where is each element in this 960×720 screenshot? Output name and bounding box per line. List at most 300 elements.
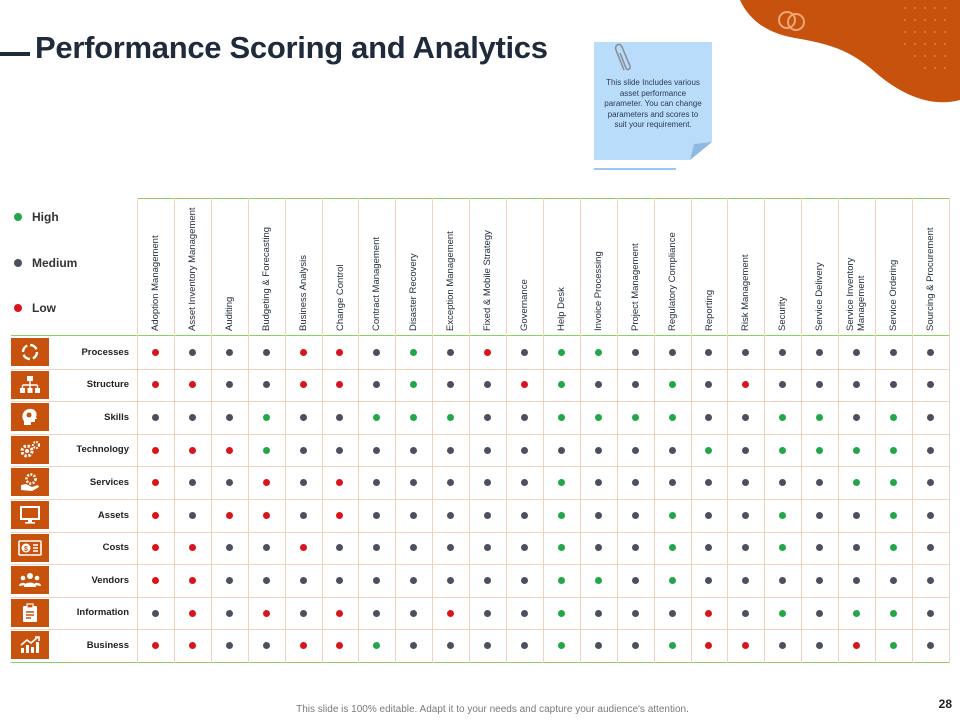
row-label: Technology [76, 444, 129, 456]
score-dot [816, 544, 823, 551]
score-dot [300, 610, 307, 617]
column-divider [211, 198, 212, 663]
row-label: Processes [81, 346, 129, 358]
score-dot [263, 512, 270, 519]
row-divider [11, 597, 949, 598]
score-dot [669, 349, 676, 356]
column-header: Change Control [334, 264, 345, 331]
score-dot [705, 544, 712, 551]
row-label: Assets [97, 509, 129, 521]
score-dot [669, 610, 676, 617]
score-dot [742, 447, 749, 454]
score-dot [410, 414, 417, 421]
score-dot [300, 642, 307, 649]
score-dot [779, 544, 786, 551]
score-dot [595, 349, 602, 356]
score-dot [373, 414, 380, 421]
score-dot [927, 577, 934, 584]
score-dot [300, 447, 307, 454]
score-dot [705, 512, 712, 519]
row-label: Vendors [91, 574, 129, 586]
column-divider [322, 198, 323, 663]
score-dot [742, 381, 749, 388]
score-dot [853, 577, 860, 584]
row-divider [11, 434, 949, 435]
score-dot [447, 642, 454, 649]
svg-text:$: $ [24, 545, 28, 553]
score-dot [226, 577, 233, 584]
score-dot [189, 610, 196, 617]
score-dot [226, 381, 233, 388]
score-dot [410, 544, 417, 551]
score-dot [632, 447, 639, 454]
score-dot [373, 479, 380, 486]
score-dot [189, 381, 196, 388]
org-chart-icon [11, 371, 49, 399]
row-divider [11, 466, 949, 467]
score-dot [927, 512, 934, 519]
score-dot [853, 414, 860, 421]
score-dot [152, 610, 159, 617]
low-dot-icon [14, 304, 22, 312]
column-header: Governance [518, 279, 530, 331]
note-underline [594, 168, 676, 170]
score-dot [484, 642, 491, 649]
hand-gear-icon [11, 468, 49, 496]
score-dot [595, 381, 602, 388]
score-dot [632, 610, 639, 617]
legend-label: Low [32, 301, 56, 315]
score-dot [373, 381, 380, 388]
column-divider [617, 198, 618, 663]
score-dot [336, 479, 343, 486]
column-header: Adoption Management [149, 235, 161, 331]
score-dot [669, 577, 676, 584]
score-dot [373, 544, 380, 551]
column-header: Reporting [703, 289, 714, 331]
high-dot-icon [14, 213, 22, 221]
column-header: Service Inventory Management [845, 257, 868, 331]
score-dot [189, 512, 196, 519]
score-dot [263, 642, 270, 649]
score-dot [152, 642, 159, 649]
score-dot [890, 381, 897, 388]
column-header: Fixed & Mobile Strategy [481, 230, 493, 331]
column-divider [543, 198, 544, 663]
growth-chart-icon [11, 631, 49, 659]
score-dot [927, 447, 934, 454]
score-dot [742, 414, 749, 421]
column-divider [801, 198, 802, 663]
score-dot [410, 610, 417, 617]
score-dot [300, 349, 307, 356]
score-dot [816, 512, 823, 519]
column-divider [358, 198, 359, 663]
score-dot [447, 544, 454, 551]
score-dot [705, 447, 712, 454]
score-dot [632, 512, 639, 519]
column-header: Contract Management [370, 237, 382, 331]
score-dot [927, 414, 934, 421]
column-header: Disaster Recovery [407, 253, 419, 331]
score-dot [669, 512, 676, 519]
score-dot [632, 479, 639, 486]
score-dot [484, 512, 491, 519]
score-dot [336, 381, 343, 388]
brain-gear-icon [11, 403, 49, 431]
column-header: Project Management [629, 243, 641, 331]
score-dot [595, 479, 602, 486]
score-dot [152, 414, 159, 421]
score-dot [336, 447, 343, 454]
score-dot [410, 642, 417, 649]
score-dot [447, 447, 454, 454]
score-dot [816, 349, 823, 356]
score-dot [152, 479, 159, 486]
score-dot [263, 610, 270, 617]
score-dot [484, 349, 491, 356]
score-dot [669, 642, 676, 649]
score-dot [226, 642, 233, 649]
column-divider [764, 198, 765, 663]
score-dot [742, 349, 749, 356]
score-dot [336, 349, 343, 356]
score-dot [927, 349, 934, 356]
score-dot [632, 544, 639, 551]
score-dot [558, 544, 565, 551]
column-divider [580, 198, 581, 663]
score-dot [263, 349, 270, 356]
score-dot [447, 381, 454, 388]
score-dot [410, 577, 417, 584]
score-dot [742, 577, 749, 584]
score-dot [447, 512, 454, 519]
score-dot [373, 610, 380, 617]
page-number: 28 [938, 697, 952, 711]
score-dot [558, 610, 565, 617]
row-divider [11, 564, 949, 565]
score-dot [742, 642, 749, 649]
score-dot [373, 447, 380, 454]
score-dot [742, 512, 749, 519]
score-dot [484, 544, 491, 551]
score-dot [705, 577, 712, 584]
refresh-cycle-icon [11, 338, 49, 366]
column-header: Help Desk [555, 287, 567, 331]
score-dot [300, 512, 307, 519]
score-dot [779, 577, 786, 584]
score-dot [521, 381, 528, 388]
score-dot [226, 544, 233, 551]
score-dot [816, 577, 823, 584]
score-dot [558, 642, 565, 649]
column-header: Exception Management [444, 231, 456, 331]
gears-icon [11, 436, 49, 464]
row-divider [11, 401, 949, 402]
score-dot [853, 381, 860, 388]
column-divider [838, 198, 839, 663]
score-dot [632, 414, 639, 421]
score-dot [632, 381, 639, 388]
score-dot [226, 479, 233, 486]
page-title: Performance Scoring and Analytics [35, 30, 548, 65]
score-dot [410, 512, 417, 519]
score-dot [484, 381, 491, 388]
score-dot [558, 349, 565, 356]
score-dot [373, 577, 380, 584]
column-divider [285, 198, 286, 663]
column-header: Service Ordering [887, 259, 899, 331]
score-dot [779, 642, 786, 649]
score-dot [558, 512, 565, 519]
column-divider [248, 198, 249, 663]
column-divider [395, 198, 396, 663]
score-dot [890, 544, 897, 551]
score-dot [779, 381, 786, 388]
score-dot [890, 577, 897, 584]
score-dot [595, 414, 602, 421]
column-header: Security [776, 296, 788, 331]
score-dot [669, 381, 676, 388]
score-dot [300, 479, 307, 486]
score-dot [189, 577, 196, 584]
score-dot [853, 610, 860, 617]
score-dot [595, 512, 602, 519]
score-dot [558, 414, 565, 421]
score-dot [779, 479, 786, 486]
score-dot [300, 414, 307, 421]
score-dot [890, 349, 897, 356]
score-dot [779, 610, 786, 617]
score-dot [263, 577, 270, 584]
score-dot [226, 512, 233, 519]
score-dot [410, 381, 417, 388]
score-dot [632, 577, 639, 584]
column-divider [174, 198, 175, 663]
score-dot [336, 414, 343, 421]
score-dot [853, 447, 860, 454]
score-dot [595, 642, 602, 649]
score-dot [521, 447, 528, 454]
score-dot [226, 414, 233, 421]
score-dot [816, 479, 823, 486]
header-bottom-rule [11, 335, 949, 336]
medium-dot-icon [14, 259, 22, 267]
score-dot [521, 349, 528, 356]
score-dot [890, 642, 897, 649]
footer-text: This slide is 100% editable. Adapt it to your needs and capture your audience's attention. [296, 704, 689, 715]
legend-item-low [14, 301, 56, 315]
money-icon [11, 534, 49, 562]
score-dot [558, 381, 565, 388]
score-dot [521, 512, 528, 519]
score-dot [263, 479, 270, 486]
score-dot [521, 642, 528, 649]
score-dot [853, 349, 860, 356]
score-dot [890, 610, 897, 617]
score-dot [373, 512, 380, 519]
score-dot [742, 479, 749, 486]
score-dot [226, 447, 233, 454]
score-dot [152, 447, 159, 454]
note-text: This slide Includes various asset performance parameter. You can change parameters and scores to suit your requirement. [604, 78, 702, 129]
score-dot [632, 349, 639, 356]
score-dot [189, 544, 196, 551]
score-dot [410, 447, 417, 454]
column-divider [727, 198, 728, 663]
score-dot [890, 447, 897, 454]
score-dot [595, 447, 602, 454]
score-dot [742, 610, 749, 617]
legend-item-medium [14, 256, 77, 270]
score-dot [373, 349, 380, 356]
score-dot [152, 512, 159, 519]
score-dot [853, 544, 860, 551]
row-label: Structure [86, 379, 129, 391]
score-dot [447, 479, 454, 486]
score-dot [779, 349, 786, 356]
score-dot [705, 642, 712, 649]
score-dot [558, 447, 565, 454]
row-label: Business [86, 639, 129, 651]
score-dot [705, 381, 712, 388]
score-dot [705, 349, 712, 356]
score-dot [484, 414, 491, 421]
score-dot [816, 381, 823, 388]
score-dot [336, 577, 343, 584]
column-divider [949, 198, 950, 663]
score-dot [189, 414, 196, 421]
score-dot [853, 479, 860, 486]
score-dot [558, 577, 565, 584]
score-dot [927, 381, 934, 388]
score-dot [742, 544, 749, 551]
column-header: Risk Management [739, 254, 751, 331]
column-header: Invoice Processing [592, 251, 604, 331]
column-divider [469, 198, 470, 663]
score-dot [152, 544, 159, 551]
score-dot [521, 544, 528, 551]
column-divider [506, 198, 507, 663]
score-dot [447, 577, 454, 584]
legend-label: High [32, 210, 59, 224]
column-header: Auditing [223, 296, 235, 331]
score-dot [484, 577, 491, 584]
score-dot [300, 381, 307, 388]
column-header: Regulatory Compliance [666, 232, 678, 331]
score-dot [336, 642, 343, 649]
clipboard-icon [11, 599, 49, 627]
score-dot [816, 642, 823, 649]
column-header: Business Analysis [297, 254, 309, 331]
score-dot [336, 544, 343, 551]
row-divider [11, 369, 949, 370]
row-divider [11, 499, 949, 500]
score-dot [263, 381, 270, 388]
score-dot [189, 479, 196, 486]
corner-decoration [740, 0, 960, 110]
row-divider [11, 629, 949, 630]
score-dot [410, 349, 417, 356]
score-dot [484, 447, 491, 454]
score-dot [890, 512, 897, 519]
score-dot [336, 512, 343, 519]
column-header: Sourcing & Procurement [924, 227, 936, 331]
score-dot [447, 414, 454, 421]
legend-label: Medium [32, 256, 78, 270]
score-dot [521, 577, 528, 584]
score-dot [779, 447, 786, 454]
people-icon [11, 566, 49, 594]
row-label: Services [89, 476, 129, 488]
score-dot [300, 544, 307, 551]
score-dot [816, 447, 823, 454]
score-dot [336, 610, 343, 617]
score-dot [927, 610, 934, 617]
row-label: Costs [102, 542, 129, 554]
score-dot [447, 610, 454, 617]
column-header: Service Delivery [813, 262, 825, 331]
score-dot [521, 610, 528, 617]
score-dot [410, 479, 417, 486]
row-label: Skills [104, 411, 129, 423]
monitor-icon [11, 501, 49, 529]
column-divider [875, 198, 876, 663]
score-dot [927, 544, 934, 551]
score-dot [927, 479, 934, 486]
column-divider [912, 198, 913, 663]
row-divider [11, 532, 949, 533]
score-dot [669, 544, 676, 551]
score-dot [521, 479, 528, 486]
column-divider [137, 198, 138, 663]
score-dot [853, 512, 860, 519]
column-divider [654, 198, 655, 663]
score-dot [632, 642, 639, 649]
score-dot [705, 610, 712, 617]
score-dot [447, 349, 454, 356]
score-dot [189, 642, 196, 649]
score-dot [300, 577, 307, 584]
column-header: Budgeting & Forecasting [260, 226, 272, 331]
score-dot [705, 414, 712, 421]
score-dot [558, 479, 565, 486]
score-dot [484, 610, 491, 617]
legend-item-high [14, 210, 59, 224]
column-divider [691, 198, 692, 663]
title-accent-bar [0, 52, 30, 56]
score-dot [152, 577, 159, 584]
score-dot [226, 610, 233, 617]
score-dot [263, 544, 270, 551]
score-dot [373, 642, 380, 649]
score-dot [189, 349, 196, 356]
row-label: Information [76, 607, 129, 619]
score-dot [890, 414, 897, 421]
score-dot [226, 349, 233, 356]
score-dot [152, 349, 159, 356]
score-dot [669, 479, 676, 486]
score-dot [705, 479, 712, 486]
score-dot [152, 381, 159, 388]
score-dot [595, 577, 602, 584]
score-dot [669, 447, 676, 454]
score-dot [816, 610, 823, 617]
score-dot [263, 447, 270, 454]
score-dot [853, 642, 860, 649]
score-dot [779, 414, 786, 421]
grid-bottom-rule [11, 662, 949, 663]
